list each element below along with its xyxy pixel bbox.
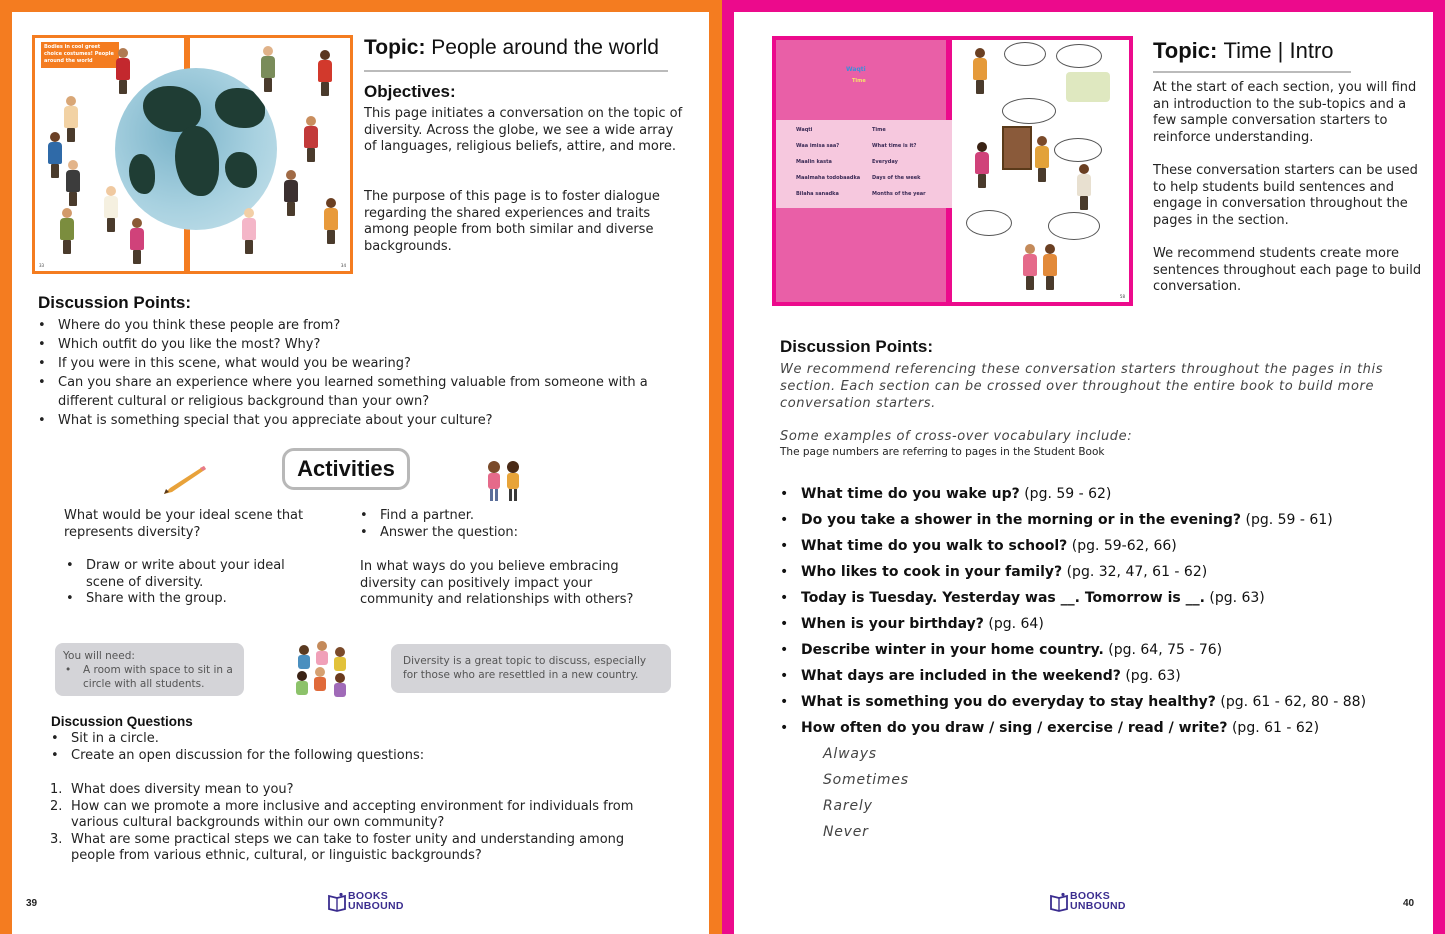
- frequency-word: Always: [823, 746, 877, 762]
- discussion-questions-list: [50, 782, 670, 865]
- activity2-steps: [358, 508, 658, 541]
- book-logo-icon: [327, 892, 347, 912]
- objectives-heading: Objectives:: [364, 82, 456, 101]
- discussion-point: • Where do you think these people are from?: [36, 316, 676, 335]
- discussion-heading: Discussion Points:: [38, 293, 192, 312]
- intro-paragraph-2: These conversation starters can be used to help students build sentences and engage in conversation throughout the pages in the section.: [1153, 163, 1418, 228]
- time-intro-thumbnail: [772, 36, 1133, 306]
- discussion-questions-steps: [49, 731, 669, 764]
- topic-label: Topic:: [1153, 38, 1218, 63]
- conversation-starter: • When is your birthday? (pg. 64): [779, 611, 1419, 637]
- children-icon: [482, 458, 526, 506]
- intro-paragraph-1: At the start of each section, you will find an introduction to the sub-topics and a few sample conversation starters to reinforce understanding.: [1153, 80, 1417, 145]
- page-reference-note: The page numbers are referring to pages in the Student Book: [780, 446, 1105, 458]
- dq-question: 2. How can we promote a more inclusive and accepting environment for individuals from various cultural backgrounds within our own community?: [50, 798, 634, 830]
- discussion-point: • Which outfit do you like the most? Why?: [36, 335, 676, 354]
- pencil-icon: [160, 462, 208, 498]
- discussion-point: • What is something special that you appreciate about your culture?: [36, 411, 676, 430]
- discussion-points-list: [36, 316, 676, 430]
- conversation-starter: • What is something you do everyday to stay healthy? (pg. 61 - 62, 80 - 88): [779, 689, 1419, 715]
- activity2-step: • Find a partner.: [358, 508, 658, 525]
- books-unbound-logo: [327, 890, 407, 914]
- discussion-heading: Discussion Points:: [780, 337, 934, 356]
- dq-question: 1. What does diversity mean to you?: [50, 782, 294, 797]
- activity1-steps: [64, 558, 324, 608]
- globe-illustration: [115, 68, 277, 230]
- frequency-word: Rarely: [823, 798, 873, 814]
- diversity-note-box: Diversity is a great topic to discuss, especially for those who are resettled in a new country.: [391, 644, 671, 693]
- crossover-note: Some examples of cross-over vocabulary include:: [780, 429, 1133, 444]
- dq-step: • Create an open discussion for the following questions:: [49, 748, 669, 765]
- thumbnail-page-left: 33: [39, 263, 45, 268]
- topic-label: Topic:: [364, 36, 426, 59]
- activity2-question: In what ways do you believe embracing diversity can positively impact your community and relationships with others?: [360, 559, 634, 607]
- thumbnail-tag: Bodies in cool greet choice costumes! People around the world: [41, 42, 119, 68]
- dq-step: • Sit in a circle.: [49, 731, 669, 748]
- thumbnail-pink-subtitle: Time: [852, 78, 866, 84]
- topic-title: People around the world: [431, 36, 659, 59]
- objectives-paragraph-2: The purpose of this page is to foster dialogue regarding the shared experiences and traits among people from both similar and diverse backgrounds.: [364, 189, 660, 254]
- conversation-starter: • What time do you wake up? (pg. 59 - 62): [779, 481, 1419, 507]
- intro-paragraph-3: We recommend students create more sentences throughout each page to build conversation.: [1153, 246, 1422, 294]
- page-title: [1153, 38, 1334, 64]
- discussion-point: • If you were in this scene, what would you be wearing?: [36, 354, 676, 373]
- right-page: [734, 12, 1433, 934]
- activity1-intro: What would be your ideal scene that represents diversity?: [64, 508, 304, 540]
- thumbnail-page-number: 58: [1119, 294, 1125, 299]
- you-will-need-box: [55, 643, 244, 696]
- page-title: [364, 36, 659, 60]
- objectives-paragraph-1: This page initiates a conversation on the topic of diversity. Across the globe, we see a wide array of languages, religious beliefs, attire, and more.: [364, 106, 683, 154]
- page-number: 39: [26, 898, 38, 909]
- activity2-step: • Answer the question:: [358, 525, 658, 542]
- book-logo-icon: [1049, 892, 1069, 912]
- logo-text: BOOKS UNBOUND: [348, 890, 404, 912]
- conversation-starter: • Do you take a shower in the morning or in the evening? (pg. 59 - 61): [779, 507, 1419, 533]
- activity1-step: • Draw or write about your ideal scene of diversity.: [64, 558, 324, 591]
- books-unbound-logo: [1049, 890, 1129, 914]
- frequency-list: [823, 741, 909, 845]
- frequency-word: Never: [823, 824, 869, 840]
- logo-text: BOOKS UNBOUND: [1070, 890, 1126, 912]
- activity1-step: • Share with the group.: [64, 591, 324, 608]
- frequency-word: Sometimes: [823, 772, 909, 788]
- conversation-starter: • What days are included in the weekend? (pg. 63): [779, 663, 1419, 689]
- conversation-starter: • How often do you draw / sing / exercise / read / write? (pg. 61 - 62): [779, 715, 1419, 741]
- group-circle-icon: [288, 638, 354, 698]
- title-divider: [364, 70, 668, 72]
- discussion-point: • Can you share an experience where you learned something valuable from someone with a different cultural or religious background than your own?: [36, 373, 676, 411]
- discussion-note: We recommend referencing these conversation starters throughout the pages in this section. Each section can be crossed over throughout the entire book to build more conversation starters.: [780, 362, 1384, 411]
- you-will-need-item: • A room with space to sit in a circle with all students.: [65, 664, 233, 690]
- conversation-starter: • Describe winter in your home country. (pg. 64, 75 - 76): [779, 637, 1419, 663]
- dq-question: 3. What are some practical steps we can take to foster unity and understanding among people from various ethnic, cultural, or linguistic backgrounds?: [50, 831, 625, 863]
- conversation-starter: • What time do you walk to school? (pg. 59-62, 66): [779, 533, 1419, 559]
- conversation-starter: • Today is Tuesday. Yesterday was __. Tomorrow is __. (pg. 63): [779, 585, 1419, 611]
- conversation-starter: • Who likes to cook in your family? (pg. 32, 47, 61 - 62): [779, 559, 1419, 585]
- you-will-need-label: You will need:: [63, 650, 135, 662]
- conversation-starters-list: [779, 481, 1419, 741]
- people-around-world-thumbnail: [32, 35, 353, 274]
- thumbnail-pink-title: Waqti: [846, 66, 866, 73]
- thumbnail-pink-pane: [776, 40, 952, 302]
- topic-title: Time | Intro: [1223, 38, 1334, 63]
- thumbnail-page-right: 34: [340, 263, 346, 268]
- page-number: 40: [1403, 898, 1415, 909]
- activities-title: Activities: [282, 448, 410, 490]
- thumbnail-vocab-table: Waqti Waa imisa saa? Maalin kasta Maalmaha todobaadka Bilaha sanadka Time What time is it? Everyday Days of the week Months of the year: [776, 120, 952, 208]
- discussion-questions-heading: Discussion Questions: [51, 714, 193, 729]
- left-page: [12, 12, 709, 934]
- title-divider: [1153, 71, 1351, 73]
